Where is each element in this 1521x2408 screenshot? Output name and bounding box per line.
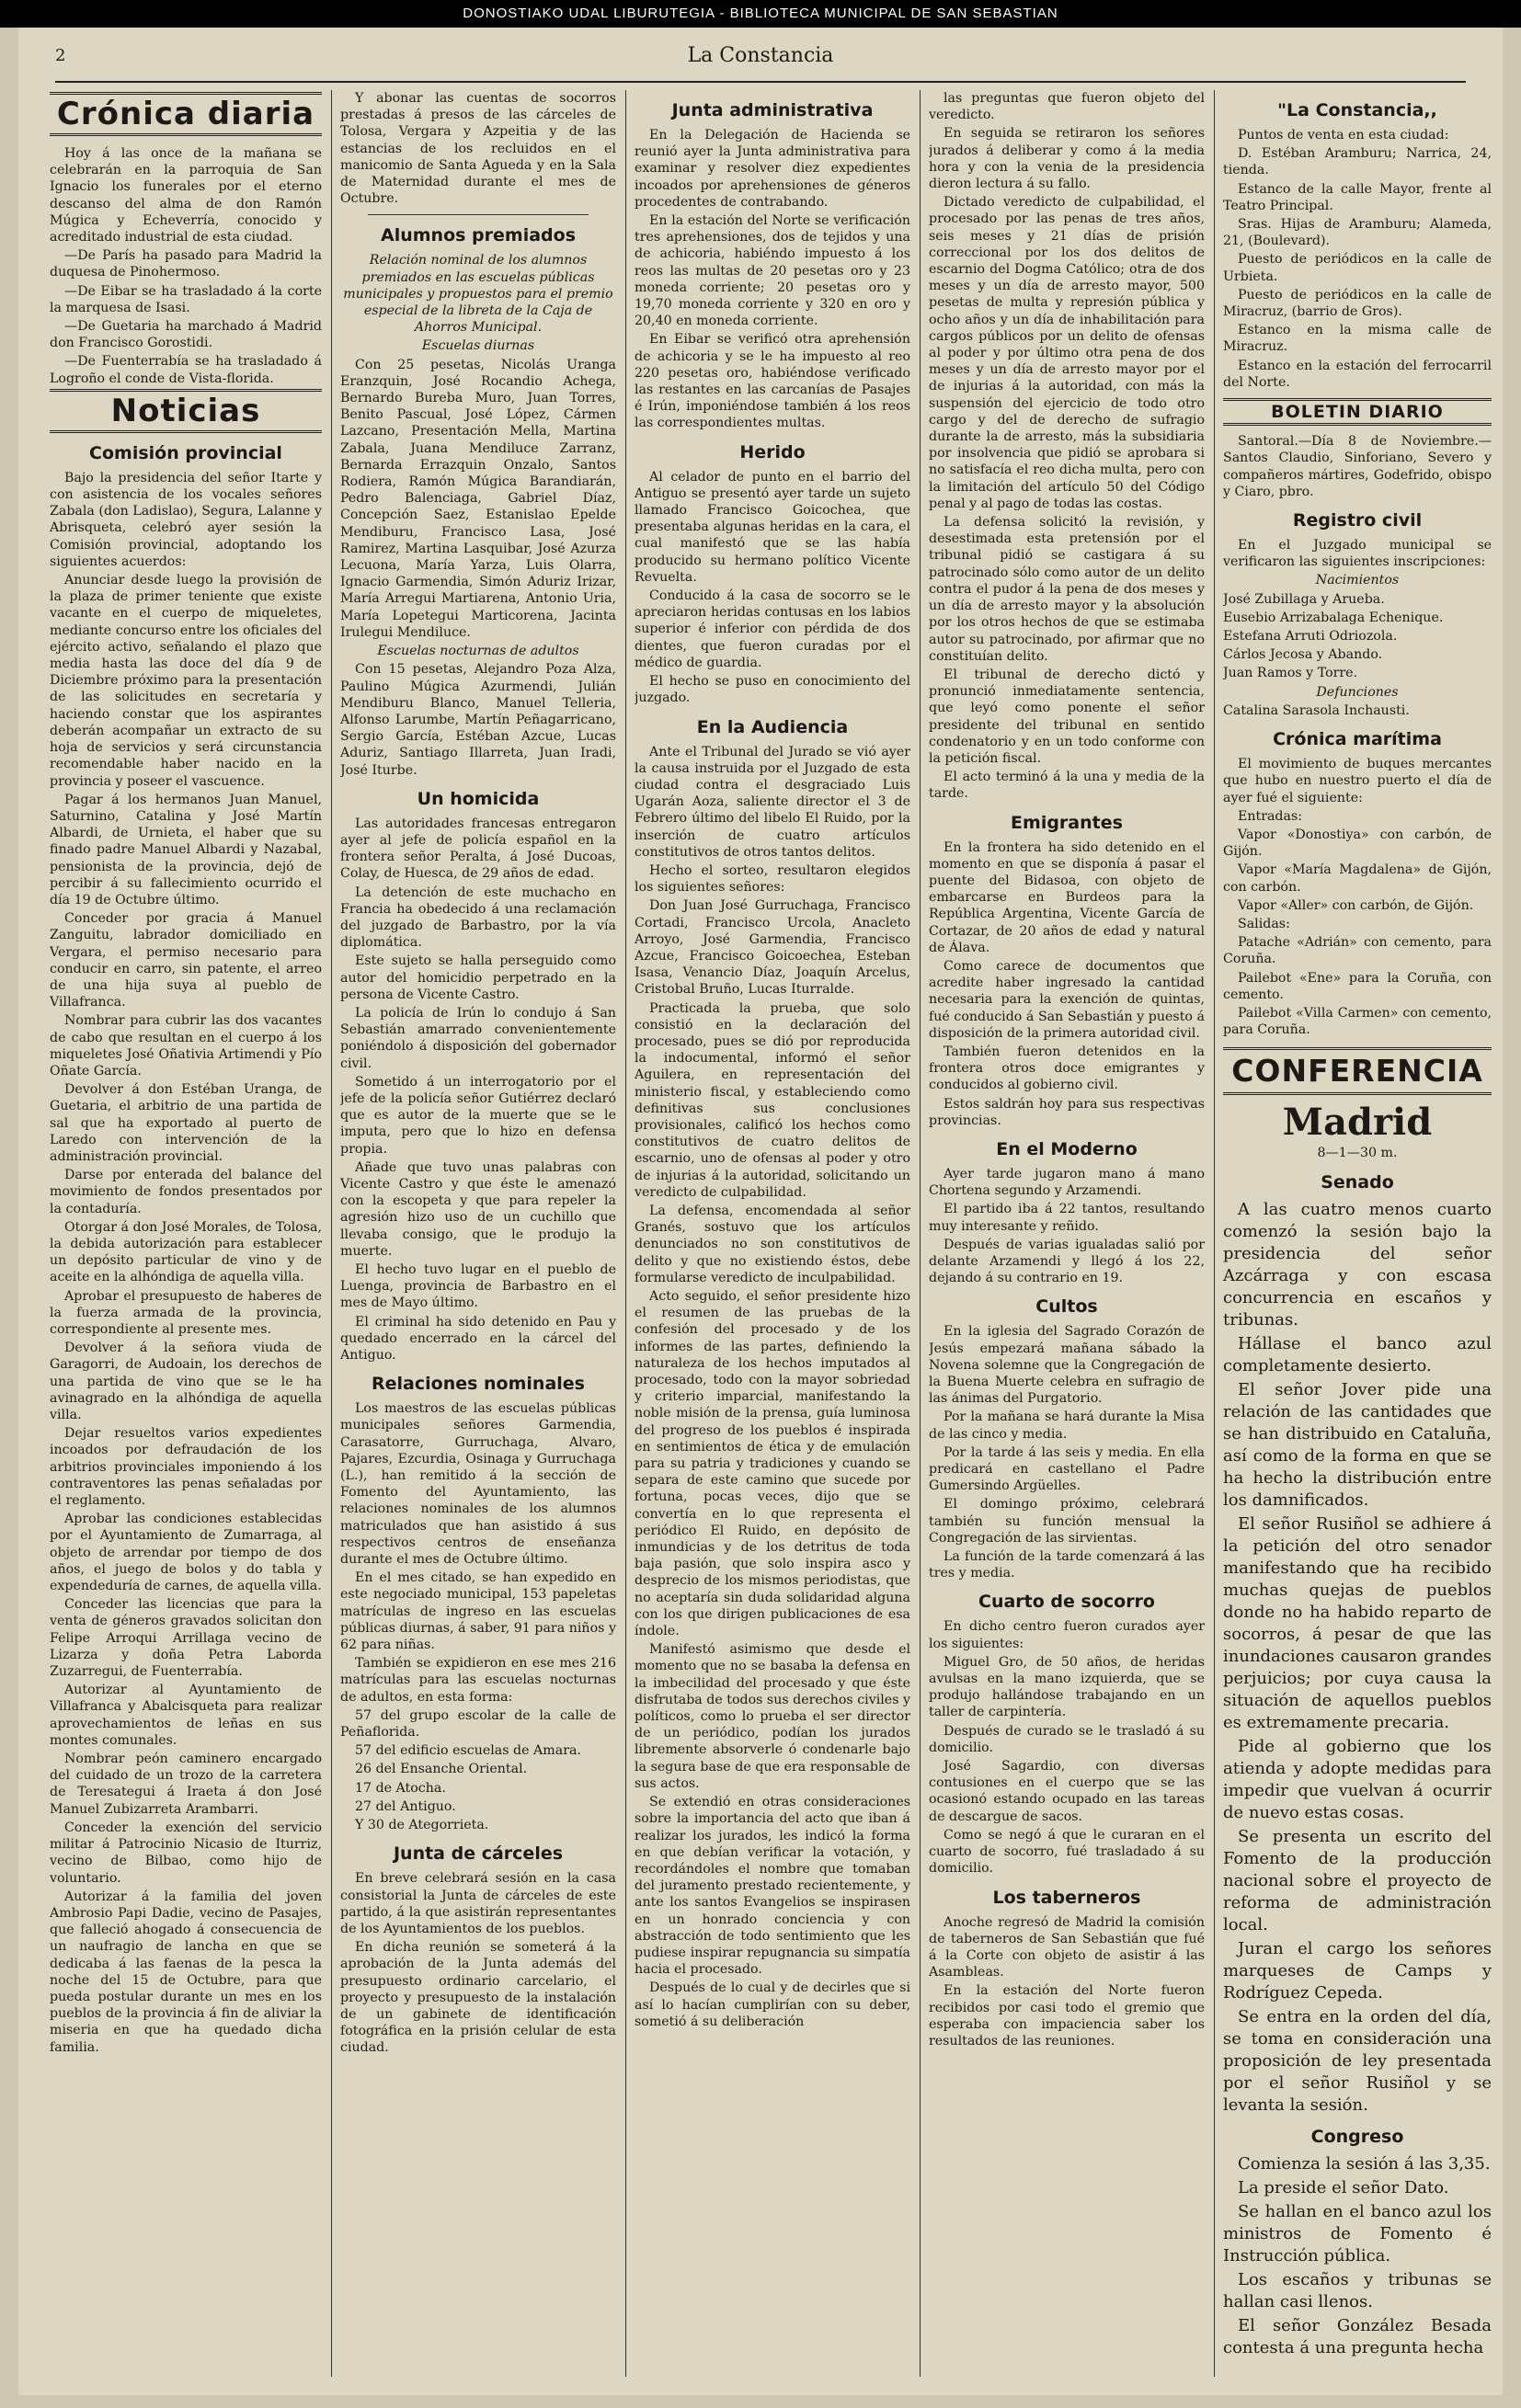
paragraph: La policía de Irún lo condujo á San Sebastián amarrado convenientemente poniéndolo á disposición del gobernador civil.: [340, 1005, 616, 1071]
column-divider: [625, 90, 626, 2377]
paragraph: Hoy á las once de la mañana se celebrarán en la parroquia de San Ignacio los funerales por el eterno descanso del alma de don Ramón Múgica y Echeverría, conocido y acreditado industrial de esta ciudad.: [50, 146, 322, 245]
paragraph: 57 del grupo escolar de la calle de Peñaflorida.: [340, 1707, 616, 1740]
paragraph: Estanco en la estación del ferrocarril del Norte.: [1223, 358, 1492, 390]
paragraph: Conceder por gracia á Manuel Zanguitu, labrador domiciliado en Vergara, el permiso necesario para conducir en carro, sin patente, el arreo de una hija suya al pueblo de Villafranca.: [50, 911, 322, 1010]
column-1: [50, 90, 322, 2377]
socorro-list: [929, 1618, 1205, 1877]
paragraph: Vapor «María Magdalena» de Gijón, con carbón.: [1223, 862, 1492, 895]
paragraph: Patache «Adrián» con cemento, para Coruña.: [1223, 935, 1492, 967]
paragraph: En la iglesia del Sagrado Corazón de Jesús empezará mañana sábado la Novena solemne que la Congregación de la Buena Muerte celebra en sufragio de las ánimas del Purgatorio.: [929, 1324, 1205, 1407]
paragraph: También fueron detenidos en la frontera otros doce emigrantes y conducidos al gobierno civil.: [929, 1044, 1205, 1093]
paragraph: Anoche regresó de Madrid la comisión de taberneros de San Sebastián que fué á la Corte con objeto de asistir á las Asambleas.: [929, 1914, 1205, 1980]
paragraph: Vapor «Aller» con carbón, de Gijón.: [1238, 897, 1474, 913]
paragraph: 17 de Atocha.: [355, 1780, 446, 1796]
nacimientos-list: [1223, 591, 1492, 682]
paragraph: 26 del Ensanche Oriental.: [355, 1762, 528, 1777]
congreso-title: Congreso: [1310, 2126, 1404, 2147]
col2-intro: [340, 90, 616, 207]
paragraph: Por la tarde á las seis y media. En ella predicará en castellano el Padre Gumersindo Argüelles.: [929, 1444, 1205, 1494]
paragraph: Estos saldrán hoy para sus respectivas provincias.: [929, 1096, 1205, 1128]
paragraph: Entradas:: [1238, 808, 1303, 824]
paragraph: En el mes citado, se han expedido en este negociado municipal, 153 papeletas matrículas de ingreso en las escuelas públicas diurnas, á saber, 91 para niños y 62 para niñas.: [340, 1570, 616, 1653]
paragraph: Este sujeto se halla perseguido como autor del homicidio perpetrado en la persona de Vicente Castro.: [340, 953, 616, 1002]
diurnas-title: Escuelas diurnas: [421, 338, 535, 354]
paragraph: El señor Rusiñol se adhiere á la petición del otro senador manifestando que ha recibido muchas quejas de pueblos donde no ha habido reparto de socorros, á pesar de que las inundaciones causaron grandes perjuicios; por cuya causa la situación de aquellos pueblos es extremamente precaria.: [1223, 1513, 1492, 1732]
column-4: [929, 90, 1205, 2377]
paragraph: Y abonar las cuentas de socorros prestadas á presos de las cárceles de Tolosa, Vergara y Azpeitia y de las estancias de los recluidos en el manicomio de Santa Agueda y en la Sala de Maternidad durante el mes de Octubre.: [340, 91, 616, 207]
nocturnas-list: [340, 661, 616, 778]
paragraph: Otorgar á don José Morales, de Tolosa, la debida autorización para establecer un depósito particular de vino y de aceite en la alhóndiga de aquella villa.: [50, 1219, 322, 1285]
paragraph: El hecho tuvo lugar en el pueblo de Luenga, provincia de Barbastro en el mes de Mayo último.: [340, 1262, 616, 1311]
emigrantes-title: Emigrantes: [1011, 812, 1123, 833]
paragraph: Bajo la presidencia del señor Itarte y con asistencia de los vocales señores Zabala (don Ladislao), Segura, Lalanne y Abrisqueta, celebró ayer sesión la Comisión provincial, adoptando los siguientes acuerdos:: [50, 470, 322, 569]
alumnos-title: Alumnos premiados: [381, 225, 576, 246]
paragraph: Después de curado se le trasladó á su domicilio.: [929, 1723, 1205, 1755]
taberneros-list: [929, 1914, 1205, 2050]
paragraph: Sras. Hijas de Aramburu; Alameda, 21, (Boulevard).: [1223, 217, 1492, 249]
column-divider: [920, 90, 921, 2377]
paragraph: Devolver á don Estéban Uranga, de Guetaria, el arbitrio de una partida de sal que ha exportado al puerto de Laredo con intervención de la administración provincial.: [50, 1082, 322, 1164]
paragraph: En Eibar se verificó otra aprehensión de achicoria y se le ha impuesto al reo 220 pesetas oro, habiéndose verificado las restantes en las carcanías de Pasajes é Irún, imponiéndose también á los reos las correspondientes multas.: [635, 332, 910, 431]
paragraph: Puesto de periódicos en la calle de Urbieta.: [1223, 252, 1492, 284]
paragraph: También se expidieron en ese mes 216 matrículas para las escuelas nocturnas de adultos, en esta forma:: [340, 1656, 616, 1705]
carceles-list: [340, 1870, 616, 2056]
paragraph: José Zubillaga y Arueba.: [1223, 591, 1385, 607]
senado-title: Senado: [1321, 1171, 1394, 1193]
paragraph: Pagar á los hermanos Juan Manuel, Saturnino, Catalina y José Martín Albardi, de Urnieta, el haber que su finado padre Manuel Albardi y Nazabal, pensionista de la provincia, dejó de percibir á su fallecimiento ocurrido el día 19 de Octubre último.: [50, 792, 322, 907]
paragraph: La preside el señor Dato.: [1238, 2177, 1449, 2197]
audiencia-title: En la Audiencia: [696, 716, 849, 737]
paragraph: Nombrar para cubrir las dos vacantes de cabo que resultan en el cuerpo á los miqueletes José Oñativia Artimendi y Pío Oñate García.: [50, 1013, 322, 1078]
paragraph: Por la mañana se hará durante la Misa de las cinco y media.: [929, 1409, 1205, 1442]
paragraph: Conducido á la casa de socorro se le apreciaron heridas contusas en los labios superior é inferior con pérdida de dos dientes, que fueron curadas por el médico de guardia.: [635, 588, 910, 670]
registro-title: Registro civil: [1292, 510, 1423, 531]
paragraph: Después de lo cual y de decirles que si así lo hacían cumplirían con su deber, sometió á su deliberación: [635, 1980, 910, 2029]
paragraph: —De Guetaria ha marchado á Madrid don Francisco Gorostidi.: [50, 319, 322, 351]
maritima-title: Crónica marítima: [1273, 729, 1442, 750]
relaciones-title: Relaciones nominales: [372, 1374, 585, 1395]
paragraph: D. Estéban Aramburu; Narrica, 24, tienda.: [1223, 146, 1492, 178]
congreso-list: [1223, 2153, 1492, 2359]
cultos-list: [929, 1323, 1205, 1581]
paragraph: El movimiento de buques mercantes que hubo en nuestro puerto el día de ayer fué el siguiente:: [1223, 757, 1492, 805]
paragraph: Santoral.—Día 8 de Noviembre.—Santos Claudio, Sinforiano, Severo y compañeros mártires, Godefrido, obispo y Ciaro, pbro.: [1223, 434, 1492, 499]
paragraph: Autorizar al Ayuntamiento de Villafranca y Abalcisqueta para realizar aprovechamientos de leñas en sus montes comunales.: [50, 1683, 322, 1748]
paragraph: Estefana Arruti Odriozola.: [1223, 629, 1398, 645]
constancia-list: [1223, 127, 1492, 391]
paragraph: El partido iba á 22 tantos, resultando muy interesante y reñido.: [929, 1202, 1205, 1234]
paragraph: Comienza la sesión á las 3,35.: [1238, 2153, 1491, 2174]
socorro-title: Cuarto de socorro: [978, 1592, 1155, 1613]
homicida-title: Un homicida: [417, 788, 540, 809]
paragraph: Anunciar desde luego la provisión de la plaza de primer teniente que existe vacante en el cuerpo de miqueletes, mediante concurso entre los oficiales del ejército activo, señalando el plazo que media hasta las doce del día 9 de Diciembre próximo para la presentación de las solicitudes en secretaría y haciendo constar que los aspirantes deberán acompañar un extracto de su hoja de servicios y será circunstancia recomendable haber nacido en la provincia y poseer el vascuence.: [50, 573, 322, 789]
paragraph: Dictado veredicto de culpabilidad, el procesado por las penas de tres años, seis meses y 21 días de prisión correccional por los dos delitos de escarnio del Dogma Católico; otra de dos meses y un día de arresto mayor, 500 pesetas de multa y represión pública y ocho años y un día de inhabilitación para cargos públicos por un delito de ofensas al poder y por último otra pena de dos meses y un día de arresto mayor por el de injurias á la autoridad, con más la suspensión del ejercicio de todo otro cargo y del de derecho de sufragio durante la de arresto, más la subsidiaria por insolvencia que pidió se aprobara si no satisfacía el reo dicha multa, pero con la limitación del artículo 50 del Código penal y al pago de todas las costas.: [929, 195, 1205, 511]
paragraph: Puntos de venta en esta ciudad:: [1238, 128, 1449, 143]
defunciones-title: Defunciones: [1316, 684, 1399, 700]
taberneros-title: Los taberneros: [992, 1887, 1141, 1908]
paragraph: Juan Ramos y Torre.: [1223, 666, 1358, 681]
herido-list: [635, 469, 910, 707]
paragraph: Y 30 de Ategorrieta.: [355, 1818, 489, 1833]
col4-intro: [929, 90, 1205, 803]
paragraph: Ante el Tribunal del Jurado se vió ayer la causa instruida por el Juzgado de esta ciudad contra el desgraciado Luis Ugarán Aoza, saliente director el 3 de Febrero último del libelo El Ruido, por la inserción de cuatro artículos constitutivos de otros tantos delitos.: [635, 744, 910, 860]
paragraph: Como carece de documentos que acredite haber ingresado la cantidad necesaria para la exención de quintas, fué conducido á San Sebastián y puesto á disposición de la primera autoridad civil.: [929, 958, 1205, 1041]
library-banner: DONOSTIAKO UDAL LIBURUTEGIA - BIBLIOTECA MUNICIPAL DE SAN SEBASTIAN: [0, 0, 1521, 28]
paragraph: —De París ha pasado para Madrid la duquesa de Pinohermoso.: [50, 248, 322, 280]
paragraph: Después de varias igualadas salió por delante Arzamendi y llegó á los 22, dejando á su contrario en 19.: [929, 1237, 1205, 1286]
column-5: [1223, 90, 1492, 2377]
paragraph: Miguel Gro, de 50 años, de heridas avulsas en la mano izquierda, que se produjo hallándose trabajando en un taller de carpintería.: [929, 1654, 1205, 1720]
paragraph: El señor González Besada contesta á una pregunta hecha: [1223, 2315, 1492, 2357]
paragraph: 27 del Antiguo.: [355, 1798, 456, 1814]
diurnas-list: [340, 357, 616, 641]
paragraph: Devolver á la señora viuda de Garagorri, de Audoain, los derechos de una partida de vino que se le ha avinagrado en la alhóndiga de aquella villa.: [50, 1341, 322, 1423]
cronica-list: [50, 145, 322, 387]
paragraph: —De Fuenterrabía se ha trasladado á Logroño el conde de Vista-florida.: [50, 354, 322, 386]
paragraph: Estanco en la misma calle de Miracruz.: [1223, 323, 1492, 355]
paragraph: Sometido á un interrogatorio por el jefe de la policía señor Gutiérrez declaró que es autor de la muerte que se le imputa, pero que lo hizo en defensa propia.: [340, 1074, 616, 1157]
comision-list: [50, 470, 322, 2056]
paragraph: En la estación del Norte fueron recibidos por casi todo el gremio que esperaba con impaciencia saber los resultados de las reuniones.: [929, 1983, 1205, 2049]
paragraph: En seguida se retiraron los señores jurados á deliberar y como á la media hora y con la venia de la presidencia dieron lectura á su fallo.: [929, 126, 1205, 192]
paragraph: Estanco de la calle Mayor, frente al Teatro Principal.: [1223, 181, 1492, 213]
cultos-title: Cultos: [1035, 1296, 1098, 1318]
paragraph: Como se negó á que le curaran en el cuarto de socorro, fué trasladado á su domicilio.: [929, 1827, 1205, 1877]
paragraph: Añade que tuvo unas palabras con Vicente Castro y que éste le amenazó con la escopeta y que para repeler la agresión hizo uso de un cuchillo que llevaba consigo, que le produjo la muerte.: [340, 1159, 616, 1259]
maritima-list: [1223, 756, 1492, 1038]
audiencia-list: [635, 744, 910, 2030]
page-number: 2: [55, 46, 66, 65]
paragraph: El hecho se puso en conocimiento del juzgado.: [635, 674, 910, 706]
paragraph: La defensa solicitó la revisión, y desestimada esta pretensión por el tribunal pidió se castigara á su patrocinado sólo como autor de un delito contra el pudor á la pena de dos meses y un día de arresto mayor y la absolución por los otros hechos de que se estimaba autor su patrocinado, por afirmar que no constituían delito.: [929, 515, 1205, 664]
paragraph: Pailebot «Ene» para la Coruña, con cemento.: [1223, 970, 1492, 1002]
nacimientos-title: Nacimientos: [1315, 573, 1400, 588]
paragraph: Nombrar peón caminero encargado del cuidado de un trozo de la carretera de Teresategui á Iraeta á don José Manuel Zubizarreta Arambarri.: [50, 1752, 322, 1817]
paragraph: Se hallan en el banco azul los ministros de Fomento é Instrucción pública.: [1223, 2201, 1492, 2265]
paragraph: Manifestó asimismo que desde el momento que no se basaba la defensa en la imbecilidad del procesado y que éste disfrutaba de todos sus derechos civiles y políticos, como lo prueba el ser director de un periódico, podían los jurados libremente absorverle ó condenarle bajo la segura base de que era responsable de sus actos.: [635, 1642, 910, 1791]
noticias-title: Noticias: [50, 389, 322, 433]
carceles-title: Junta de cárceles: [393, 1843, 564, 1865]
paragraph: Eusebio Arrizabalaga Echenique.: [1223, 610, 1444, 625]
paragraph: Las autoridades francesas entregaron ayer al jefe de policía español en la frontera señor Peralta, á José Ducoas, Colay, de Huesca, de 29 años de edad.: [340, 816, 616, 882]
paragraph: Se extendió en otras consideraciones sobre la importancia del acto que iban á realizar los jurados, les indicó la forma en que debían verificar la votación, y recordándoles el nombre que tomaban del juramento prestado recientemente, y ante los santos Evangelios se inspirasen en un honrado conciencia y con abstracción de todo sentimiento que les pudiese inspirar repugnancia su simpatía hacia el procesado.: [635, 1795, 910, 1978]
paragraph: Autorizar á la familia del joven Ambrosio Papi Dadie, vecino de Pasajes, que falleció ahogado á consecuencia de un naufragio de lancha en que se dedicaba á las faenas de la pesca la noche del 15 de Octubre, para que pueda postular durante un mes en los pueblos de la provincia á fin de aliviar la miseria en que ha quedado dicha familia.: [50, 1889, 322, 2055]
paragraph: En la estación del Norte se verificación tres aprehensiones, dos de tejidos y una de achicoria, habiéndo impuesto á los reos las multas de 20 pesetas oro y 23 moneda corriente; 20 pesetas oro y 19,70 moneda corriente y 320 en oro y 20,40 en moneda corriente.: [635, 213, 910, 329]
paragraph: 57 del edificio escuelas de Amara.: [355, 1743, 581, 1759]
section-rule: [368, 214, 589, 215]
paragraph: Vapor «Donostiya» con carbón, de Gijón.: [1223, 827, 1492, 860]
senado-list: [1223, 1199, 1492, 2117]
paragraph: las preguntas que fueron objeto del veredicto.: [929, 91, 1205, 123]
paragraph: José Sagardio, con diversas contusiones en el cuerpo que se las ocasionó estando ocupado en las tareas de descargue de sacos.: [929, 1759, 1205, 1824]
moderno-title: En el Moderno: [996, 1138, 1138, 1159]
paragraph: Hállase el banco azul completamente desierto.: [1223, 1333, 1492, 1375]
paragraph: En dicha reunión se someterá á la aprobación de la Junta además del presupuesto ordinario carcelario, el proyecto y presupuesto de la instalación de un gabinete de identificación fotográfica en la prisión celular de esta ciudad.: [340, 1940, 616, 2056]
paragraph: Hecho el sorteo, resultaron elegidos los siguientes señores:: [635, 862, 910, 896]
paragraph: En la frontera ha sido detenido en el momento en que se disponía á pasar el puente del Bidasoa, con objeto de embarcarse en Burdeos para la República Argentina, Vicente García de Cortazar, de 20 años de edad y natural de Álava.: [929, 839, 1205, 955]
paragraph: La defensa, encomendada al señor Granés, sostuvo que los artículos denunciados no son constitutivos de delito y que no existiendo éstos, debe formularse veredicto de inculpabilidad.: [635, 1203, 910, 1285]
paragraph: En dicho centro fueron curados ayer los siguientes:: [929, 1619, 1205, 1651]
paragraph: Al celador de punto en el barrio del Antiguo se presentó ayer tarde un sujeto llamado Francisco Goicochea, que presentaba algunas heridas en la cara, el cual manifestó que se las había producido su hermano político Vicente Revuelta.: [635, 469, 910, 585]
emigrantes-list: [929, 839, 1205, 1129]
registro-intro: En el Juzgado municipal se verificaron las siguientes inscripciones:: [1223, 538, 1492, 570]
madrid-title: Madrid: [1282, 1101, 1433, 1145]
nocturnas-title: Escuelas nocturnas de adultos: [377, 644, 579, 659]
junta-list: [635, 127, 910, 432]
relaciones-list: [340, 1400, 616, 1833]
paragraph: En la Delegación de Hacienda se reunió ayer la Junta administrativa para examinar y resolver diez expedientes incoados por aprehensiones de géneros procedentes de contrabando.: [635, 128, 910, 210]
paragraph: Pailebot «Villa Carmen» con cemento, para Coruña.: [1223, 1005, 1492, 1038]
constancia-title: "La Constancia,,: [1277, 100, 1437, 120]
paragraph: El domingo próximo, celebrará también su función mensual la Congregación de las sirvientas.: [929, 1497, 1205, 1546]
paragraph: Cárlos Jecosa y Abando.: [1223, 647, 1383, 663]
moderno-list: [929, 1166, 1205, 1286]
paragraph: El acto terminó á la una y media de la tarde.: [929, 770, 1205, 802]
paragraph: Darse por enterada del balance del movimiento de fondos presentados por la contaduría.: [50, 1168, 322, 1216]
paragraph: Juran el cargo los señores marqueses de Camps y Rodríguez Cepeda.: [1223, 1938, 1492, 2003]
paragraph: El tribunal de derecho dictó y pronunció inmediatamente sentencia, que leyó como ponente el señor presidente del tribunal en sentido condenatorio y en un todo conforme con la petición fiscal.: [929, 667, 1205, 766]
column-2: [340, 90, 616, 2377]
paragraph: Aprobar el presupuesto de haberes de la fuerza armada de la provincia, correspondiente al presente mes.: [50, 1288, 322, 1337]
paragraph: A las cuatro menos cuarto comenzó la sesión bajo la presidencia del señor Azcárraga y con escasa concurrencia en escaños y tribunas.: [1223, 1199, 1492, 1330]
dispatch-time: 8—1—30 m.: [1317, 1146, 1398, 1161]
column-divider: [331, 90, 332, 2377]
conferencia-title: CONFERENCIA: [1223, 1047, 1492, 1095]
defunciones-list: [1223, 702, 1492, 719]
cronica-title: Crónica diaria: [50, 92, 322, 136]
herido-title: Herido: [739, 441, 806, 462]
paragraph: Se presenta un escrito del Fomento de la producción nacional sobre el proyecto de reforma de administración local.: [1223, 1826, 1492, 1934]
paragraph: Con 15 pesetas, Alejandro Poza Alza, Paulino Múgica Azurmendi, Julián Mendiburu Blanco, Manuel Telleria, Alfonso Larumbe, Martín Peñagarricano, Sergio García, Estéban Azcue, Lucas Aduriz, Santiago Illarreta, Juan Iradi, José Iturbe.: [340, 662, 616, 778]
column-3: [635, 90, 910, 2377]
header-rule: [55, 81, 1466, 83]
paragraph: Puesto de periódicos en la calle de Miracruz, (barrio de Gros).: [1223, 287, 1492, 320]
paragraph: Acto seguido, el señor presidente hizo el resumen de las pruebas de la confesión del procesado y de los informes de las partes, definiendo la naturaleza de los hechos imputados al procesado, todo con la mayor sobriedad y criterio imparcial, manifestando la noble misión de la prensa, guía luminosa del progreso de los pueblos é inspirada en sentimientos de ética y de emulación para su patria y tradiciones y cuando se separa de este camino que sucede por fortuna, pocas veces, dijo que se convertía en lo que representa el periódico El Ruido, en depósito de inmundicias y de los detritus de toda baja pasión, que solo inspira asco y desprecio de los mismos periodistas, que no aceptaría sin duda solidaridad alguna con los que dirigen publicaciones de esa índole.: [635, 1289, 910, 1639]
paragraph: Ayer tarde jugaron mano á mano Chortena segundo y Arzamendi.: [929, 1166, 1205, 1199]
paragraph: La detención de este muchacho en Francia ha obedecido á una reclamación del juzgado de Barbastro, por la vía diplomática.: [340, 884, 616, 951]
paragraph: El criminal ha sido detenido en Pau y quedado encerrado en la cárcel del Antiguo.: [340, 1314, 616, 1364]
paragraph: La función de la tarde comenzará á las tres y media.: [929, 1549, 1205, 1581]
masthead: La Constancia: [687, 44, 834, 67]
alumnos-subtitle: Relación nominal de los alumnos premiados en las escuelas públicas municipales y propuestos para el premio especial de la libreta de la Caja de Ahorros Municipal.: [343, 253, 613, 336]
paragraph: Salidas:: [1238, 916, 1290, 931]
paragraph: Se entra en la orden del día, se toma en consideración una proposición de ley presentada por el señor Rusiñol y se levanta la sesión.: [1223, 2006, 1492, 2115]
junta-title: Junta administrativa: [671, 100, 874, 120]
paragraph: Conceder la exención del servicio militar á Patrocinio Nicasio de Iturriz, vecino de Bilbao, como hijo de voluntario.: [50, 1820, 322, 1886]
paragraph: En breve celebrará sesión en la casa consistorial la Junta de cárceles de este partido, á la que asistirán representantes de los Ayuntamientos de los pueblos.: [340, 1871, 616, 1936]
homicida-list: [340, 816, 616, 1364]
paragraph: Aprobar las condiciones establecidas por el Ayuntamiento de Zumarraga, al objeto de arrendar por tiempo de dos años, el juego de bolos y do tabla y expendeduría de carnes, de aquella villa.: [50, 1512, 322, 1594]
paragraph: Conceder las licencias que para la venta de géneros gravados solicitan don Felipe Arroqui Arrillaga vecino de Lizarza y doña Petra Laborda Zuzarregui, de Fuenterrabía.: [50, 1597, 322, 1680]
paragraph: Con 25 pesetas, Nicolás Uranga Eranzquin, José Rocandio Achega, Bernardo Bureba Muro, Juan Torres, Benito Pascual, José López, Cármen Lazcano, Presentación Mella, Martina Zabala, Juana Mendiluce Zarranz, Bernarda Errazquin Onzalo, Santos Rodiera, Ramón Múgica Barandiarán, Pedro Balenciaga, Gabriel Díaz, Concepción Saez, Estanislao Epelde Mendiburu, Francisco Lasa, José Ramirez, Martina Lasquibar, José Azurza Lecuona, María Yarza, Luis Olarra, Ignacio Garmendia, Simón Aduriz Irizar, María Arregui Martiarena, Antonio Uria, María Lopetegui Marticorena, Jacinta Irulegui Mendiluce.: [340, 357, 616, 640]
comision-title: Comisión provincial: [89, 442, 282, 463]
paragraph: Don Juan José Gurruchaga, Francisco Cortadi, Francisco Urcola, Anacleto Arroyo, José Garmendia, Francisco Azcue, Francisco Goicoechea, Esteban Isasa, Venancio Díaz, Joaquín Arcelus, Cristobal Bruño, Lucas Iturralde.: [635, 898, 910, 998]
paragraph: Practicada la prueba, que solo consistió en la declaración del procesado, pues se dió por reproducida la indocumental, informó el señor Aguilera, en representación del ministerio fiscal, y estableciendo como definitivas sus conclusiones provisionales, calificó los hechos como constitutivos de cuatro delitos de escarnio, uno de ofensas al poder y otro de injurias á la autoridad, solicitando un veredicto de culpabilidad.: [635, 1000, 910, 1200]
column-divider: [1214, 90, 1215, 2377]
paragraph: Pide al gobierno que los atienda y adopte medidas para impedir que vuelvan á ocurrir de nuevo estas cosas.: [1223, 1736, 1492, 1822]
boletin-title: BOLETIN DIARIO: [1223, 398, 1492, 426]
paragraph: El señor Jover pide una relación de las cantidades que se han distribuido en Cataluña, así como de la forma en que se ha hecho la distribución entre los damnificados.: [1223, 1379, 1492, 1510]
boletin-list: [1223, 433, 1492, 500]
paragraph: Los escaños y tribunas se hallan casi llenos.: [1223, 2269, 1492, 2311]
paragraph: Dejar resueltos varios expedientes incoados por defraudación de los arbitrios provinciales imponiendo á los contraventores las penas señaladas por el reglamento.: [50, 1426, 322, 1509]
newspaper-page: [18, 28, 1503, 2395]
paragraph: Catalina Sarasola Inchausti.: [1223, 702, 1410, 718]
paragraph: —De Eibar se ha trasladado á la corte la marquesa de Isasi.: [50, 283, 322, 315]
paragraph: Los maestros de las escuelas públicas municipales señores Garmendia, Carasatorre, Gurruchaga, Alvaro, Pajares, Ezcurdia, Osinaga y Gurruchaga (L.), han remitido á la sección de Fomento del Ayuntamiento, las relaciones nominales de los alumnos matriculados que han asistido á sus respectivos centros de enseñanza durante el mes de Octubre último.: [340, 1401, 616, 1568]
